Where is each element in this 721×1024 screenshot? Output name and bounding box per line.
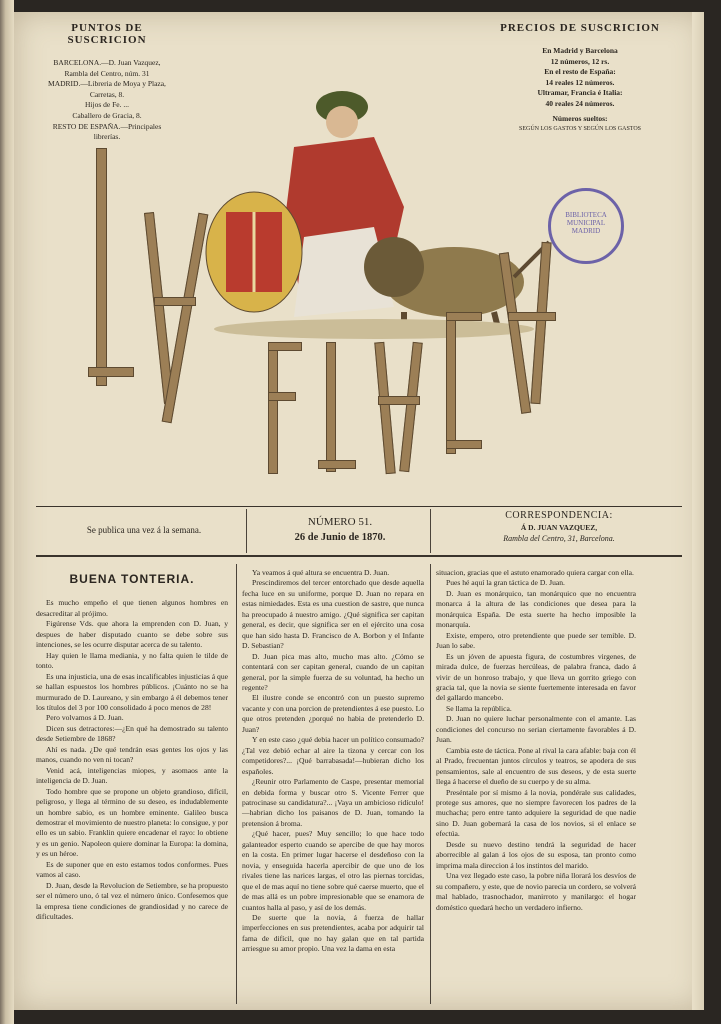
price-line: 40 reales 24 números.: [545, 98, 615, 108]
issue-date: 26 de Junio de 1870.: [294, 532, 386, 543]
paragraph: Dicen sus detractores:—¿En qué ha demostrado su talento desde Setiembre de 1868?: [36, 723, 228, 744]
nameplate-stick: [154, 297, 196, 306]
nameplate-stick: [268, 342, 302, 351]
library-stamp-text: BIBLIOTECA MUNICIPAL MADRID: [565, 211, 607, 235]
paragraph: Desde su nuevo destino tendrá la seguridad de hacer aborrecible al galan á los ojos de su esposa, tan pronto como imprima mala direccion á los instintos del marido.: [436, 839, 636, 870]
paragraph: Una vez llegado este caso, la pobre niña llorará los desvíos de su compañero, y este, que de novio parecia un cordero, se volverá mal hablado, trasnochador, manirroto y manilargo: el hogar doméstico quedará hecho un verdadero infierno.: [436, 871, 636, 912]
paragraph: Y en este caso ¿qué debia hacer un político consumado? ¿Tal vez debió echar al aire la tizona y cercar con los competidores?... ¡Qué barrabasada!—hubieran dicho los españoles.: [242, 735, 424, 776]
paragraph: Hay quien le llama mediania, y no falta quien le tilde de tonto.: [36, 650, 228, 671]
paragraph: Se llama la república.: [446, 703, 512, 713]
paragraph: Ya veamos á qué altura se encuentra D. Juan.: [252, 568, 390, 577]
paragraph: Es una injusticia, una de esas incalificables injusticias á que se hallan espuestos los hombres públicos. ¡Cuánto no se ha murmurado de D. Laureano, y sin embargo á él debemos tener los títulos del 3 por 100 consolidado á poco menos de 28!: [36, 671, 228, 712]
nameplate-stick: [318, 460, 356, 469]
ground-shadow: [214, 319, 534, 339]
price-line: En Madrid y Barcelona: [542, 46, 618, 55]
paragraph: Figúrense Vds. que ahora la emprenden con D. Juan, y despues de haber disputado cuanto se debe sobre sus intenciones, se les ocurre disputar acerca de su talento.: [36, 619, 228, 650]
nameplate-stick: [268, 392, 296, 401]
address-line: Caballero de Gracia, 8.: [72, 110, 142, 120]
nameplate-stick: [508, 312, 556, 321]
address-line: Carretas, 8.: [89, 89, 125, 99]
price-line: Ultramar, Francia é Italia:: [537, 88, 623, 98]
address-line: MADRID.—Libreria de Moya y Plaza,: [48, 79, 166, 89]
address-line: Hijos de Fe. ...: [85, 100, 129, 110]
paragraph: Todo hombre que se propone un objeto grandioso, difícil, peligroso, y llega al término de su deseo, es indudablemente un hombre sabio, es un hombre eminente. Galileo busca demostrar el movimiento de nuestro planeta: lo consigue, y por ello es un sabio. Franklin quiere encadenar el rayo: lo obtiene y es un genio. Napoleon quiere dominar la Europa: la domina, y es un héroe.: [36, 786, 228, 859]
info-bar-bottom-rule: [36, 555, 682, 557]
paragraph: Prescindiremos del tercer entorchado que desde aquella fecha luce en su uniforme, porque D. Juan no repara en estas nimiedades. Esta es una cuestion de sastre, que nunca ha preocupado á nuestro amigo. ¿Qué significa ser capitan general, es decir, que significa ser en el ejército una cosa que han sido hasta D. Francisco de A. Borbon y el Infante D. Sebastian?: [242, 578, 424, 651]
paragraph: D. Juan no quiere luchar personalmente con el amante. Las condiciones del concurso no serian ciertamente favorables á D. Juan.: [436, 714, 636, 745]
price-line: 14 reales 12 números.: [545, 77, 615, 87]
correspondence-title: CORRESPONDENCIA:: [505, 510, 613, 521]
nameplate-stick: [378, 396, 420, 405]
nameplate-stick: [268, 342, 278, 474]
address-line: Rambla del Centro, núm. 31: [64, 68, 150, 78]
column-rule: [236, 564, 237, 1004]
nameplate-stick: [96, 148, 107, 386]
price-line: En el resto de España:: [544, 67, 616, 77]
paragraph: ¿Reunir otro Parlamento de Caspe, presentar memorial en debida forma y buscar otro S. Vicente Ferrer que patrocinase su candidatura?... ¡Vaya un ambicioso ridículo!—habrian dicho los paisanos de D. Juan, tomando la pretension á broma.: [242, 777, 424, 828]
paragraph: De suerte que la novia, á fuerza de hallar imperfecciones en sus pretendientes, acaba por adquirir tal fama de difícil, que no hay galan que en tal partida arriesgue su amor propio. Una vez la dama en esta: [242, 912, 424, 954]
paragraph: D. Juan pica mas alto, mucho mas alto. ¿Cómo se contentará con ser capitan general, cuando de un capitan general, por la simple fuerza de su voluntad, ha hecho un regente?: [242, 651, 424, 692]
article-column-2: [242, 568, 424, 955]
paragraph: Venid acá, inteligencias miopes, y asomaos ante la inteligencia de D. Juan.: [36, 765, 228, 786]
article-column-3: [436, 568, 636, 913]
price-line: Números sueltos:: [552, 113, 608, 123]
price-line: SEGÚN LOS GASTOS Y SEGÚN LOS GASTOS: [518, 126, 642, 133]
paragraph: Pero volvamos á D. Juan.: [46, 713, 124, 723]
paragraph: ¿Qué hacer, pues? Muy sencillo; lo que hace todo galanteador esperto cuando se apercibe de que hay moros en la costa. En primer lugar hacerse el desdeñoso con la novia, y enseguida hacerla apercibir de que uno de los rivales tiene las narices largas, el otro las piernas torcidas, que el de mas aquí no tiene sobre qué caerse muerto, que el de mas allá es un pobre impresionable que se enamora de cuantos halla al paso, y así de los demás.: [242, 829, 424, 912]
paragraph: Cambia este de táctica. Pone al rival la cara afable: baja con él al Prado, frecuentan juntos círculos y teatros, se apodera de sus pensamientos, sale al encuentro de sus deseos, y de esta suerte llega á hacerse el dueño de su cuerpo y de su alma.: [436, 745, 636, 787]
page-edge: [692, 12, 704, 1010]
paragraph: situacion, gracias que el astuto enamorado quiera cargar con ella.: [436, 568, 634, 577]
subscription-prices-title: PRECIOS DE SUSCRICION: [500, 22, 660, 34]
info-bar-divider: [430, 509, 431, 553]
nameplate-stick: [446, 440, 482, 449]
nameplate-stick: [88, 367, 134, 377]
price-line: 12 números, 12 rs.: [550, 56, 610, 66]
info-bar-divider: [246, 509, 247, 553]
paragraph: D. Juan es monárquico, tan monárquico que no encuentra monarca á la altura de las condiciones que desea para la monárquica España. De esta suerte ha hecho imposible la monarquía.: [436, 588, 636, 630]
address-line: BARCELONA.—D. Juan Vazquez,: [53, 58, 161, 67]
column-rule: [430, 564, 431, 1004]
paragraph: Ahí es nada. ¿De qué tendrán esas gentes los ojos y las manos, cuando no ven ni tocan?: [36, 744, 228, 765]
correspondence-name: Á D. JUAN VAZQUEZ,: [520, 523, 598, 532]
paragraph: Es un jóven de apuesta figura, de costumbres virgenes, de mirada dulce, de fuerzas hercúleas, de palabra franca, dado á vivir de un honroso trabajo, y que lleva un gorrito griego con gracia tal, que la novia se siente fuertemente interesada en favor del gallardo mancebo.: [436, 651, 636, 703]
lion-mane: [364, 237, 424, 297]
paragraph: Existe, empero, otro pretendiente que puede ser temible. D. Juan lo sabe.: [436, 630, 636, 651]
address-line: librerías.: [93, 132, 121, 142]
paragraph: Es de suponer que en esto estamos todos conformes. Pues vamos al caso.: [36, 859, 228, 880]
issue-number: NÚMERO 51.: [307, 516, 373, 528]
paragraph: Pues hé aquí la gran táctica de D. Juan.: [446, 578, 565, 588]
nameplate-stick: [446, 312, 482, 321]
paragraph: Es mucho empeño el que tienen algunos hombres en desacreditar al prójimo.: [36, 598, 228, 618]
paragraph: D. Juan, desde la Revolucion de Setiembre, se ha propuesto ser el número uno, ó tal vez el número único. Confesemos que la empresa tiene condiciones de grandiosidad y no carece de dificultades.: [36, 880, 228, 922]
book-spine: [0, 0, 14, 1024]
address-line: RESTO DE ESPAÑA.—Principales: [52, 121, 162, 131]
article-title: BUENA TONTERIA.: [69, 572, 195, 586]
nameplate-stick: [446, 312, 456, 454]
paragraph: El ilustre conde se encontró con un puesto supremo vacante y con una porcion de pretendientes á ese puesto. Lo que otros pretenden ¿porqué no habia de pretenderlo D. Juan?: [242, 693, 424, 734]
correspondence-address: Rambla del Centro, 31, Barcelona.: [503, 534, 615, 543]
paragraph: Preséntale por sí mismo á la novia, pondérale sus calidades, protege sus amores, que no siempre favorecen los padres de la muchacha; pero entre tanto adquiere la seguridad de que nadie sino D. Juan gobernará la casa de los novios, si el enlace se efectúa.: [436, 787, 636, 839]
info-bar-top-rule: [36, 506, 682, 507]
article-column-1: [36, 570, 228, 923]
newspaper-page: [14, 12, 704, 1010]
publication-frequency: Se publica una vez á la semana.: [86, 525, 202, 535]
nameplate-stick: [326, 342, 336, 472]
figure-head: [326, 106, 358, 138]
subscription-points-title: PUNTOS DE SUSCRICION: [67, 22, 147, 46]
